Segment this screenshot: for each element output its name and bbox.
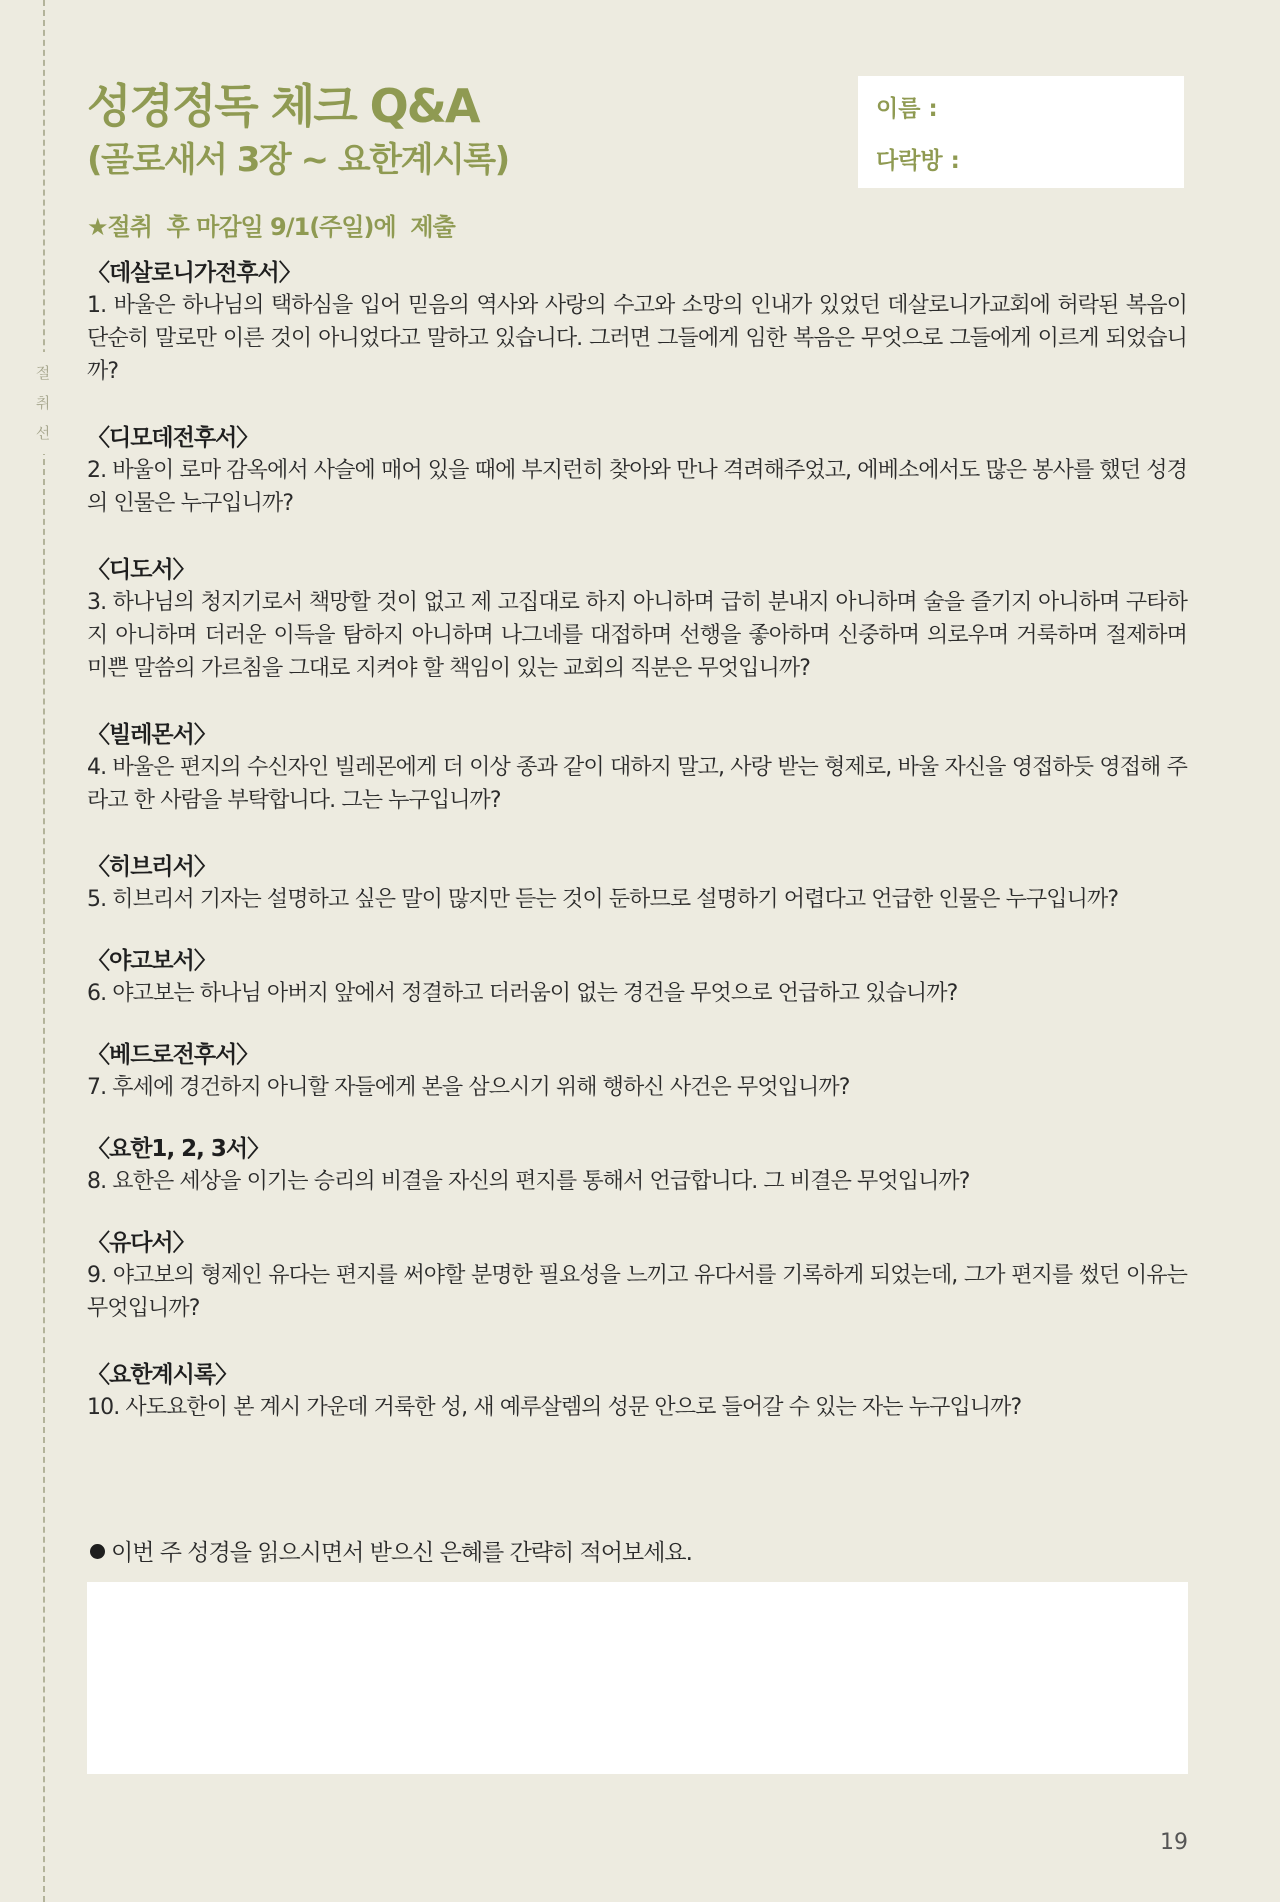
page-subtitle: (골로새서 3장 ~ 요한계시록)	[87, 140, 509, 180]
question-book: 〈빌레몬서〉	[87, 722, 216, 748]
question-item	[87, 257, 1187, 388]
bullet-icon	[90, 1544, 105, 1559]
question-item	[87, 719, 1187, 817]
question-item	[87, 1133, 1187, 1198]
grace-answer-box[interactable]	[87, 1582, 1188, 1774]
cut-line-char: 취	[35, 394, 51, 412]
question-book: 〈요한1, 2, 3서〉	[87, 1136, 270, 1162]
question-item	[87, 1359, 1187, 1424]
question-book: 〈베드로전후서〉	[87, 1042, 259, 1068]
question-item	[87, 1227, 1187, 1325]
question-text: 1. 바울은 하나님의 택하심을 입어 믿음의 역사와 사랑의 수고와 소망의 인내가 있었던 데살로니가교회에 허락된 복음이 단순히 말로만 이른 것이 아니었다고 말하고 있습니다. 그러면 그들에게 임한 복음은 무엇으로 그들에게 이르게 되었습니까?	[87, 293, 1187, 384]
question-book: 〈유다서〉	[87, 1230, 195, 1256]
grace-prompt	[90, 1534, 692, 1567]
question-text: 6. 야고보는 하나님 아버지 앞에서 정결하고 더러움이 없는 경건을 무엇으로 언급하고 있습니까?	[87, 981, 958, 1006]
question-book: 〈디도서〉	[87, 557, 195, 583]
cut-line-divider	[43, 0, 45, 1902]
cut-line-char: 선	[35, 424, 51, 442]
page-number: 19	[1160, 1830, 1188, 1855]
name-box[interactable]	[858, 76, 1184, 188]
question-text: 9. 야고보의 형제인 유다는 편지를 써야할 분명한 필요성을 느끼고 유다서를 기록하게 되었는데, 그가 편지를 썼던 이유는 무엇입니까?	[87, 1263, 1187, 1321]
grace-prompt-text: 이번 주 성경을 읽으시면서 받으신 은혜를 간략히 적어보세요.	[111, 1540, 692, 1566]
question-book: 〈야고보서〉	[87, 948, 216, 974]
question-list	[87, 257, 1187, 1458]
question-book: 〈요한계시록〉	[87, 1362, 238, 1388]
question-text: 8. 요한은 세상을 이기는 승리의 비결을 자신의 편지를 통해서 언급합니다. 그 비결은 무엇입니까?	[87, 1169, 970, 1194]
question-text: 4. 바울은 편지의 수신자인 빌레몬에게 더 이상 종과 같이 대하지 말고, 사랑 받는 형제로, 바울 자신을 영접하듯 영접해 주라고 한 사람을 부탁합니다. 그는 누구입니까?	[87, 755, 1187, 813]
question-item	[87, 422, 1187, 520]
cut-line-char: 절	[35, 364, 51, 382]
question-text: 2. 바울이 로마 감옥에서 사슬에 매어 있을 때에 부지런히 찾아와 만나 격려해주었고, 에베소에서도 많은 봉사를 했던 성경의 인물은 누구입니까?	[87, 458, 1187, 516]
cut-line-label	[32, 352, 54, 454]
question-item	[87, 851, 1187, 916]
question-book: 〈디모데전후서〉	[87, 425, 259, 451]
name-label: 이름 :	[876, 96, 938, 122]
question-item	[87, 945, 1187, 1010]
question-text: 10. 사도요한이 본 계시 가운데 거룩한 성, 새 예루살렘의 성문 안으로 들어갈 수 있는 자는 누구입니까?	[87, 1395, 1022, 1420]
question-text: 5. 히브리서 기자는 설명하고 싶은 말이 많지만 듣는 것이 둔하므로 설명하기 어렵다고 언급한 인물은 누구입니까?	[87, 887, 1119, 912]
deadline-notice: ★절취 후 마감일 9/1(주일)에 제출	[87, 213, 455, 241]
question-item	[87, 554, 1187, 685]
question-book: 〈데살로니가전후서〉	[87, 260, 301, 286]
page-title: 성경정독 체크 Q&A	[87, 79, 479, 133]
question-book: 〈히브리서〉	[87, 854, 216, 880]
question-item	[87, 1039, 1187, 1104]
question-text: 3. 하나님의 청지기로서 책망할 것이 없고 제 고집대로 하지 아니하며 급히 분내지 아니하며 술을 즐기지 아니하며 구타하지 아니하며 더러운 이득을 탐하지 아니하며 나그네를 대접하며 선행을 좋아하며 신중하며 의로우며 거룩하며 절제하며 미쁜 말씀의 가르침을 그대로 지켜야 할 책임이 있는 교회의 직분은 무엇입니까?	[87, 590, 1187, 681]
question-text: 7. 후세에 경건하지 아니할 자들에게 본을 삼으시기 위해 행하신 사건은 무엇입니까?	[87, 1075, 850, 1100]
group-label: 다락방 :	[876, 148, 960, 174]
